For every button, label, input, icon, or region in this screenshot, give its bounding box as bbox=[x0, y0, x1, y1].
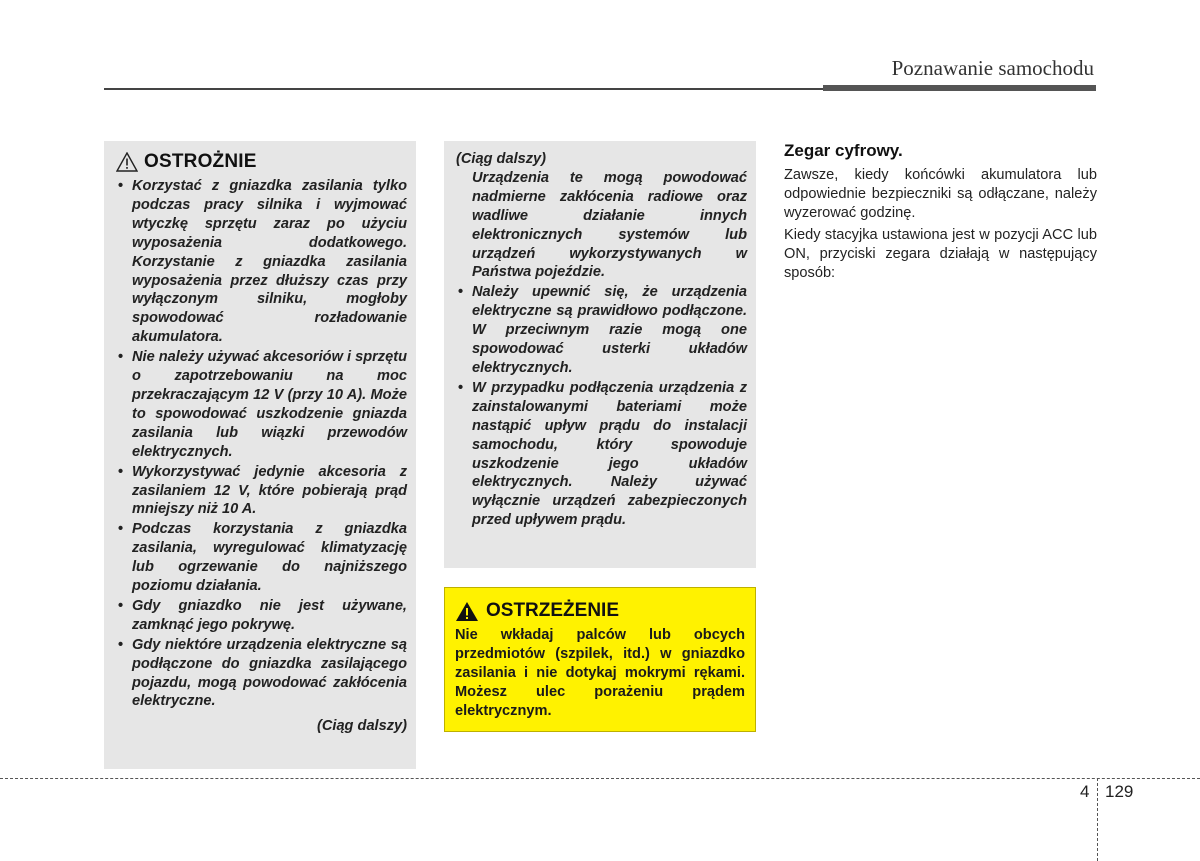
caution-list bbox=[116, 177, 407, 711]
caution-item: • Gdy niektóre urządzenia elektryczne są podłączone do gniazdka zasilającego pojazdu, mogą powodować zakłócenia elektryczne. bbox=[116, 636, 407, 712]
caution-item: • Korzystać z gniazdka zasilania tylko podczas pracy silnika i wyjmować wtyczkę sprzętu zaraz po użyciu wyposażenia dodatkowego. Korzystanie z gniazdka zasilania wyposażenia przez dłuższy czas przy wyłączonym silniku, mogłoby spowodować rozładowanie akumulatora. bbox=[116, 177, 407, 347]
caution-triangle-icon bbox=[116, 152, 138, 172]
warning-box bbox=[444, 587, 756, 732]
warning-triangle-icon bbox=[455, 601, 479, 622]
caution-item: • Nie należy używać akcesoriów i sprzętu o zapotrzebowaniu na moc przekraczającym 12 V (przy 10 A). Może to spowodować uszkodzenie gniazda zasilania lub wiązki przewodów elektrycznych. bbox=[116, 348, 407, 461]
continued-label: (Ciąg dalszy) bbox=[316, 718, 407, 735]
clock-section-body bbox=[784, 166, 1097, 286]
page-header-title: Poznawanie samochodu bbox=[891, 56, 1094, 80]
caution-header bbox=[116, 151, 407, 173]
chapter-number: 4 bbox=[1080, 782, 1090, 801]
warning-title: OSTRZEŻENIE bbox=[486, 600, 620, 621]
warning-text: Nie wkładaj palców lub obcych przedmiotów (szpilek, itd.) w gniazdko zasilania i nie dotykaj mokrymi rękami. Możesz ulec porażeniu prądem elektrycznym. bbox=[455, 627, 745, 719]
clock-paragraph: Zawsze, kiedy końcówki akumulatora lub odpowiednie bezpieczniki są odłączane, należy wyzerować godzinę. bbox=[784, 167, 1097, 221]
caution-box bbox=[104, 141, 416, 769]
caution-item: • W przypadku podłączenia urządzenia z zainstalowanymi bateriami może nastąpić upływ prądu do instalacji samochodu, który spowoduje uszkodzenie jego układów elektrycznych. Należy używać wyłącznie urządzeń zabezpieczonych przed upływem prądu. bbox=[456, 379, 747, 530]
caution-continued-list bbox=[456, 283, 747, 530]
warning-header bbox=[455, 600, 745, 622]
clock-paragraph: Kiedy stacyjka ustawiona jest w pozycji ACC lub ON, przyciski zegara działają w następujący sposób: bbox=[784, 227, 1097, 281]
caution-title: OSTROŻNIE bbox=[144, 151, 257, 172]
footer-vertical-divider bbox=[1097, 778, 1098, 861]
clock-section-title: Zegar cyfrowy. bbox=[784, 141, 903, 160]
caution-continued-box bbox=[444, 141, 756, 568]
caution-item: • Należy upewnić się, że urządzenia elektryczne są prawidłowo podłączone. W przeciwnym razie mogą one spowodować usterki układów elektrycznych. bbox=[456, 283, 747, 378]
footer-divider bbox=[0, 778, 1200, 779]
caution-item: • Podczas korzystania z gniazdka zasilania, wyregulować klimatyzację lub ogrzewanie do najniższego poziomu działania. bbox=[116, 520, 407, 596]
caution-item: • Gdy gniazdko nie jest używane, zamknąć jego pokrywę. bbox=[116, 597, 407, 635]
caution-continued-paragraph: Urządzenia te mogą powodować nadmierne zakłócenia radiowe oraz wadliwe działanie innych elektronicznych systemów lub urządzeń wykorzystywanych w Państwa pojeździe. bbox=[472, 169, 747, 281]
header-rule-accent bbox=[823, 85, 1096, 91]
caution-item: • Wykorzystywać jedynie akcesoria z zasilaniem 12 V, które pobierają prąd mniejszy niż 10 A. bbox=[116, 463, 407, 520]
continued-label: (Ciąg dalszy) bbox=[456, 151, 547, 167]
page-number: 129 bbox=[1105, 782, 1134, 801]
